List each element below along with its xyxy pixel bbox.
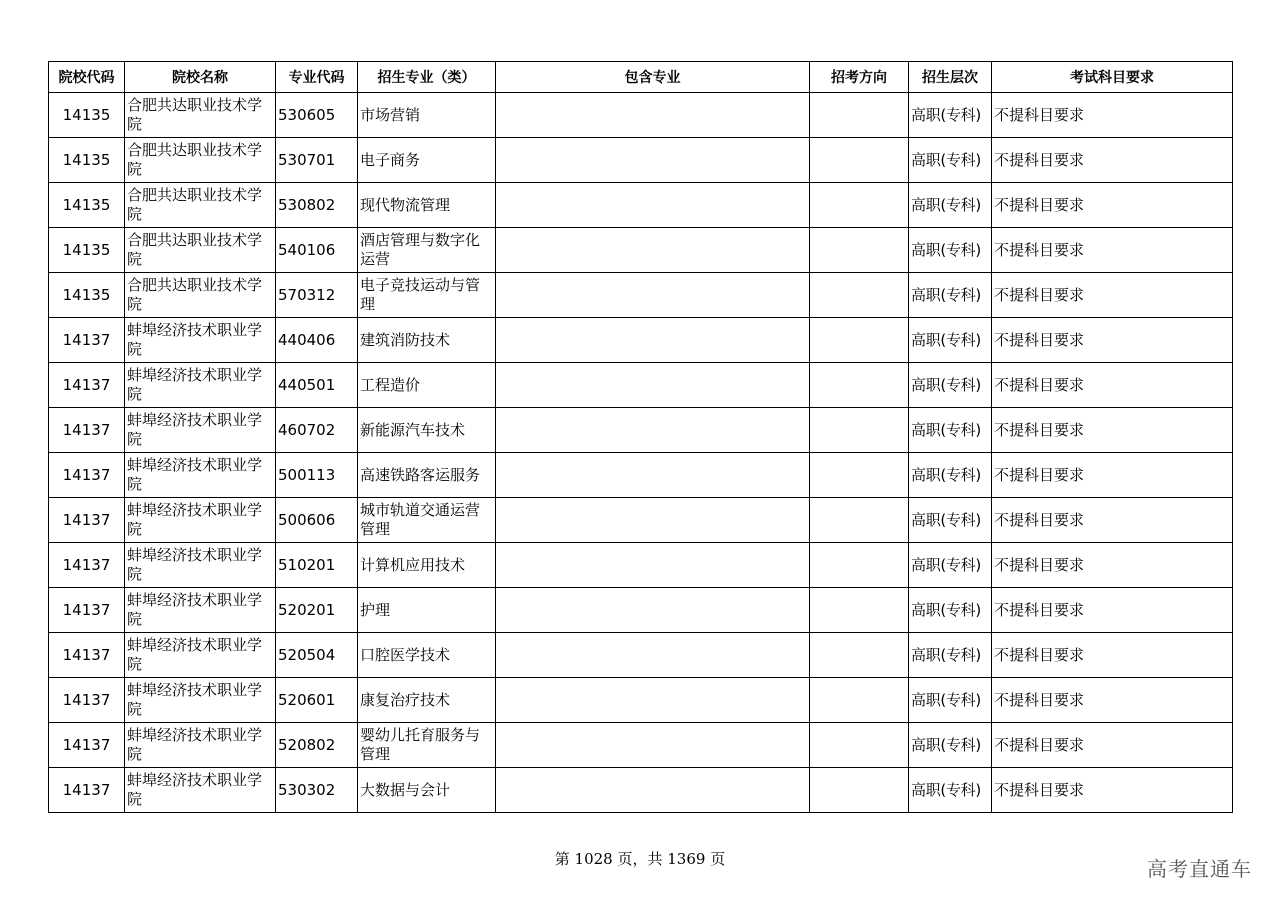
cell-major-code: 500113 [276, 453, 358, 498]
cell-major-name: 电子竞技运动与管理 [358, 273, 496, 318]
cell-level: 高职(专科) [909, 93, 992, 138]
cell-major-code: 460702 [276, 408, 358, 453]
cell-direction [810, 723, 909, 768]
cell-major-name: 婴幼儿托育服务与管理 [358, 723, 496, 768]
cell-subject-requirement: 不提科目要求 [992, 678, 1233, 723]
cell-level: 高职(专科) [909, 678, 992, 723]
table-row [49, 408, 1233, 453]
cell-school-code: 14135 [49, 93, 125, 138]
cell-subject-requirement: 不提科目要求 [992, 318, 1233, 363]
cell-direction [810, 678, 909, 723]
cell-included-majors [496, 138, 810, 183]
cell-school-code: 14137 [49, 633, 125, 678]
cell-subject-requirement: 不提科目要求 [992, 633, 1233, 678]
cell-level: 高职(专科) [909, 768, 992, 813]
cell-level: 高职(专科) [909, 588, 992, 633]
cell-school-code: 14135 [49, 138, 125, 183]
cell-included-majors [496, 318, 810, 363]
cell-school-code: 14137 [49, 453, 125, 498]
table-row [49, 543, 1233, 588]
cell-major-code: 540106 [276, 228, 358, 273]
cell-level: 高职(专科) [909, 228, 992, 273]
cell-included-majors [496, 498, 810, 543]
cell-major-code: 520504 [276, 633, 358, 678]
cell-included-majors [496, 678, 810, 723]
cell-school-name: 蚌埠经济技术职业学院 [125, 543, 276, 588]
cell-level: 高职(专科) [909, 633, 992, 678]
cell-included-majors [496, 633, 810, 678]
cell-school-name: 蚌埠经济技术职业学院 [125, 453, 276, 498]
cell-major-code: 500606 [276, 498, 358, 543]
table-row [49, 678, 1233, 723]
header-level: 招生层次 [909, 62, 992, 93]
cell-level: 高职(专科) [909, 138, 992, 183]
cell-direction [810, 363, 909, 408]
cell-subject-requirement: 不提科目要求 [992, 93, 1233, 138]
table-row [49, 633, 1233, 678]
cell-included-majors [496, 768, 810, 813]
table-header [49, 62, 1233, 93]
cell-school-name: 蚌埠经济技术职业学院 [125, 768, 276, 813]
cell-major-code: 510201 [276, 543, 358, 588]
cell-major-code: 530302 [276, 768, 358, 813]
cell-school-code: 14135 [49, 183, 125, 228]
cell-major-name: 新能源汽车技术 [358, 408, 496, 453]
cell-school-name: 蚌埠经济技术职业学院 [125, 723, 276, 768]
cell-school-code: 14137 [49, 363, 125, 408]
table-row [49, 318, 1233, 363]
cell-level: 高职(专科) [909, 723, 992, 768]
cell-direction [810, 183, 909, 228]
cell-major-name: 工程造价 [358, 363, 496, 408]
cell-direction [810, 588, 909, 633]
cell-school-code: 14137 [49, 678, 125, 723]
cell-level: 高职(专科) [909, 408, 992, 453]
table-row [49, 498, 1233, 543]
table-row [49, 273, 1233, 318]
cell-major-code: 520201 [276, 588, 358, 633]
table-row [49, 228, 1233, 273]
header-school-code: 院校代码 [49, 62, 125, 93]
cell-subject-requirement: 不提科目要求 [992, 363, 1233, 408]
cell-included-majors [496, 363, 810, 408]
cell-subject-requirement: 不提科目要求 [992, 453, 1233, 498]
cell-included-majors [496, 228, 810, 273]
cell-school-name: 合肥共达职业技术学院 [125, 138, 276, 183]
header-major-code: 专业代码 [276, 62, 358, 93]
cell-direction [810, 633, 909, 678]
admissions-table [48, 61, 1233, 813]
cell-school-code: 14137 [49, 498, 125, 543]
table-row [49, 183, 1233, 228]
cell-school-name: 合肥共达职业技术学院 [125, 93, 276, 138]
cell-subject-requirement: 不提科目要求 [992, 498, 1233, 543]
cell-major-name: 口腔医学技术 [358, 633, 496, 678]
cell-direction [810, 498, 909, 543]
cell-included-majors [496, 93, 810, 138]
cell-major-code: 520802 [276, 723, 358, 768]
cell-subject-requirement: 不提科目要求 [992, 768, 1233, 813]
cell-major-code: 530605 [276, 93, 358, 138]
cell-level: 高职(专科) [909, 273, 992, 318]
cell-direction [810, 453, 909, 498]
table-row [49, 363, 1233, 408]
cell-school-name: 蚌埠经济技术职业学院 [125, 363, 276, 408]
cell-subject-requirement: 不提科目要求 [992, 228, 1233, 273]
cell-school-name: 蚌埠经济技术职业学院 [125, 498, 276, 543]
table-row [49, 723, 1233, 768]
cell-direction [810, 273, 909, 318]
cell-subject-requirement: 不提科目要求 [992, 273, 1233, 318]
cell-major-name: 城市轨道交通运营管理 [358, 498, 496, 543]
cell-school-name: 合肥共达职业技术学院 [125, 273, 276, 318]
cell-major-code: 570312 [276, 273, 358, 318]
table-row [49, 768, 1233, 813]
cell-direction [810, 408, 909, 453]
cell-direction [810, 543, 909, 588]
cell-major-name: 护理 [358, 588, 496, 633]
cell-subject-requirement: 不提科目要求 [992, 408, 1233, 453]
cell-major-name: 酒店管理与数字化运营 [358, 228, 496, 273]
cell-subject-requirement: 不提科目要求 [992, 138, 1233, 183]
header-included-majors: 包含专业 [496, 62, 810, 93]
cell-direction [810, 768, 909, 813]
cell-direction [810, 138, 909, 183]
cell-subject-requirement: 不提科目要求 [992, 543, 1233, 588]
cell-subject-requirement: 不提科目要求 [992, 588, 1233, 633]
cell-school-name: 蚌埠经济技术职业学院 [125, 318, 276, 363]
cell-direction [810, 228, 909, 273]
cell-direction [810, 318, 909, 363]
cell-major-name: 高速铁路客运服务 [358, 453, 496, 498]
table-row [49, 93, 1233, 138]
cell-school-code: 14137 [49, 543, 125, 588]
cell-school-code: 14137 [49, 408, 125, 453]
cell-included-majors [496, 588, 810, 633]
cell-included-majors [496, 723, 810, 768]
cell-major-name: 电子商务 [358, 138, 496, 183]
cell-included-majors [496, 453, 810, 498]
cell-major-name: 现代物流管理 [358, 183, 496, 228]
cell-level: 高职(专科) [909, 363, 992, 408]
header-major-category: 招生专业（类） [358, 62, 496, 93]
cell-subject-requirement: 不提科目要求 [992, 723, 1233, 768]
cell-major-code: 520601 [276, 678, 358, 723]
cell-major-name: 建筑消防技术 [358, 318, 496, 363]
cell-major-code: 440406 [276, 318, 358, 363]
cell-school-name: 蚌埠经济技术职业学院 [125, 633, 276, 678]
cell-school-name: 合肥共达职业技术学院 [125, 228, 276, 273]
cell-school-code: 14135 [49, 273, 125, 318]
cell-included-majors [496, 408, 810, 453]
table-body [49, 93, 1233, 813]
cell-included-majors [496, 543, 810, 588]
cell-school-name: 蚌埠经济技术职业学院 [125, 408, 276, 453]
cell-major-code: 530701 [276, 138, 358, 183]
cell-direction [810, 93, 909, 138]
cell-major-code: 530802 [276, 183, 358, 228]
cell-level: 高职(专科) [909, 498, 992, 543]
table-row [49, 453, 1233, 498]
table-row [49, 588, 1233, 633]
cell-school-code: 14137 [49, 588, 125, 633]
cell-major-name: 计算机应用技术 [358, 543, 496, 588]
cell-major-name: 市场营销 [358, 93, 496, 138]
header-direction: 招考方向 [810, 62, 909, 93]
cell-level: 高职(专科) [909, 453, 992, 498]
cell-school-name: 蚌埠经济技术职业学院 [125, 588, 276, 633]
cell-school-name: 合肥共达职业技术学院 [125, 183, 276, 228]
page-number: 第 1028 页，共 1369 页 [554, 850, 726, 868]
header-school-name: 院校名称 [125, 62, 276, 93]
cell-included-majors [496, 273, 810, 318]
cell-subject-requirement: 不提科目要求 [992, 183, 1233, 228]
header-row [49, 62, 1233, 93]
cell-school-code: 14137 [49, 318, 125, 363]
cell-school-code: 14137 [49, 723, 125, 768]
cell-level: 高职(专科) [909, 318, 992, 363]
table-row [49, 138, 1233, 183]
cell-level: 高职(专科) [909, 183, 992, 228]
cell-major-code: 440501 [276, 363, 358, 408]
cell-included-majors [496, 183, 810, 228]
cell-school-code: 14135 [49, 228, 125, 273]
cell-major-name: 大数据与会计 [358, 768, 496, 813]
cell-school-code: 14137 [49, 768, 125, 813]
watermark-logo: 高考直通车 [1147, 857, 1252, 881]
cell-level: 高职(专科) [909, 543, 992, 588]
cell-major-name: 康复治疗技术 [358, 678, 496, 723]
header-subject-requirement: 考试科目要求 [992, 62, 1233, 93]
cell-school-name: 蚌埠经济技术职业学院 [125, 678, 276, 723]
